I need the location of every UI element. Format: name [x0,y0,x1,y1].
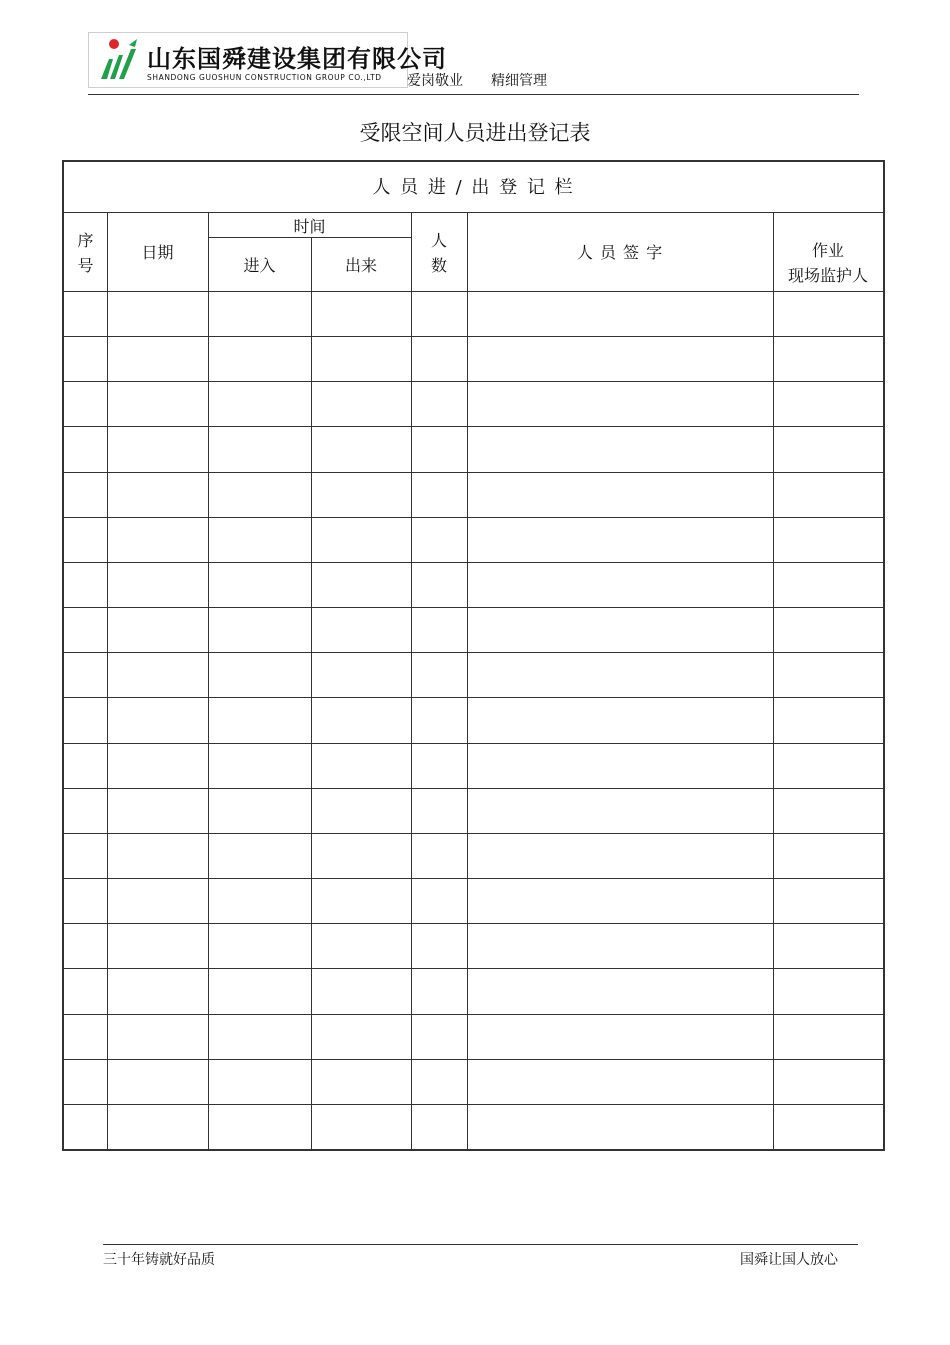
table-row-divider [64,743,883,744]
table-row-divider [64,291,883,292]
entry-log-table [62,160,885,1151]
table-row-divider [64,607,883,608]
table-row-divider [64,652,883,653]
header-divider [88,94,859,95]
slogan-1: 爱岗敬业 [407,73,463,89]
footer-right-slogan: 国舜让国人放心 [740,1252,838,1268]
table-row-divider [64,562,883,563]
column-divider [311,237,312,1149]
company-name-en: SHANDONG GUOSHUN CONSTRUCTION GROUP CO.,LTD [147,73,382,82]
column-divider [107,212,108,1149]
time-subheader-divider [208,237,411,238]
header-seq-line1: 序 [77,231,94,250]
header-supervisor-line1: 作业 [811,241,844,260]
table-row-divider [64,1104,883,1105]
table-row-divider [64,788,883,789]
column-divider [411,212,412,1149]
table-row-divider [64,968,883,969]
column-divider [208,212,209,1149]
company-name-cn: 山东国舜建设集团有限公司 [147,45,447,73]
slogan-2: 精细管理 [491,73,547,89]
footer-left-slogan: 三十年铸就好品质 [103,1252,215,1268]
footer-divider [103,1244,858,1245]
document-title: 受限空间人员进出登记表 [359,121,591,145]
table-row-divider [64,517,883,518]
section-title: 人 员 进 / 出 登 记 栏 [372,177,575,198]
column-divider [467,212,468,1149]
table-row-divider [64,833,883,834]
table-row-divider [64,426,883,427]
table-row-divider [64,878,883,879]
header-date: 日期 [141,243,174,262]
header-supervisor-line2: 现场监护人 [787,266,868,285]
table-row-divider [64,1059,883,1060]
section-title-divider [64,212,883,213]
table-row-divider [64,697,883,698]
table-row-divider [64,1014,883,1015]
table-row-divider [64,336,883,337]
table-row-divider [64,472,883,473]
logo-mark-icon [95,35,141,85]
header-seq-line2: 号 [77,256,94,275]
column-divider [773,212,774,1149]
table-row-divider [64,923,883,924]
header-time-in: 进入 [243,256,276,275]
header-time: 时间 [293,217,326,236]
header-count-line2: 数 [430,256,447,275]
table-row-divider [64,381,883,382]
header-signature: 人 员 签 字 [576,243,664,262]
header-time-out: 出来 [344,256,377,275]
header-count-line1: 人 [430,231,447,250]
